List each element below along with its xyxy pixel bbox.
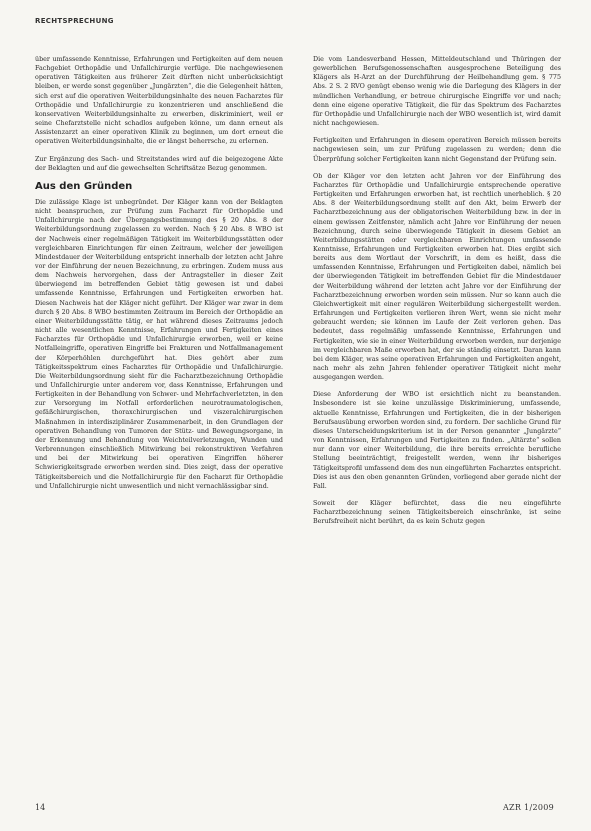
paragraph: Fertigkeiten und Erfahrungen in diesem operativen Bereich müssen bereits nachgewiesen sein, um zur Prüfung zugelassen zu werden; denn die Überprüfung solcher Fertigkeiten kann nicht Gegenstand der Prüfung sein.: [313, 137, 561, 163]
paragraph: Zur Ergänzung des Sach- und Streitstandes wird auf die beigezogene Akte der Beklagten und auf die gewechselten Schriftsätze Bezug genommen.: [35, 155, 283, 172]
paragraph: Die zulässige Klage ist unbegründet. Der Kläger kann von der Beklagten nicht beanspruchen, zur Prüfung zum Facharzt für Orthopädie und Unfallchirurgie nach der Übergangsbestimmung des § 20 Abs. 8 der Weiterbildungsordnung zugelassen zu werden. Nach § 20 Abs. 8 WBO ist der Nachweis einer regelmäßigen Tätigkeit im Weiterbildungsstätten oder vergleichbaren Einrichtungen für einen Zeitraum, welcher der jeweiligen Mindestdauer der Weiterbildung entspricht innerhalb der letzten acht Jahre vor der Einführung der neuen Bezeichnung, zu erbringen. Zudem muss aus dem Nachweis hervorgehen, dass der Antragsteller in dieser Zeit überwiegend im betreffenden Gebiet tätig gewesen ist und dabei umfassende Kenntnisse, Erfahrungen und Fertigkeiten erworben hat. Diesen Nachweis hat der Kläger nicht geführt. Der Kläger war zwar in dem durch § 20 Abs. 8 WBO bestimmten Zeitraum im Bereich der Orthopädie an einer Weiterbildungsstätte tätig, er hat während dieses Zeitraums jedoch nicht alle wesentlichen Kenntnisse, Erfahrungen und Fertigkeiten eines Facharztes für Orthopädie und Unfallchirurgie erworben, weil er keine Notfalleingriffe, operativen Eingriffe bei Frakturen und Notfallmanagement der Körperhöhlen durchgeführt hat. Dies gehört aber zum Tätigkeitsspektrum eines Facharztes für Orthopädie und Unfallchirurgie. Die Weiterbildungsordnung sieht für die Facharztbezeichnung Orthopädie und Unfallchirurgie unter anderem vor, dass Kenntnisse, Erfahrungen und Fertigkeiten in der Behandlung von Schwer- und Mehrfachverletzten, in den zur Versorgung im Notfall erforderlichen neurotraumatologischen, gefäßchirurgischen, thoraxchirurgischen und viszeralchirurgischen Maßnahmen in interdisziplinärer Zusammenarbeit, in den Grundlagen der operativen Behandlung von Tumoren der Stütz- und Bewegungsorgane, in der Erkennung und Behandlung von Weichteilverletzungen, Wunden und Verbrennungen einschließlich Mitwirkung bei rekonstruktiven Verfahren und bei der Mitwirkung bei operativen Eingriffen höherer Schwierigkeitsgrade erworben werden sind. Dies zeigt, dass der operative Tätigkeitsbereich und die Notfallchirurgie für den Facharzt für Orthopädie und Unfallchirurgie nicht unwesentlich und nicht vernachlässigbar sind.: [35, 198, 283, 490]
right-column: [313, 55, 561, 535]
paragraph: Diese Anforderung der WBO ist ersichtlich nicht zu beanstanden. Insbesondere ist sie keine unzulässige Diskriminierung, umfassende, aktuelle Kenntnisse, Erfahrungen und Fertigkeiten, die in der bisherigen Berufsausübung erworben worden sind, zu fordern. Der sachliche Grund für dieses Unterscheidungskriterium ist in der Person genannter „Jungärzte“ von Kenntnissen, Erfahrungen und Fertigkeiten zu finden. „Altärzte“ sollen nur dann vor einer Weiterbildung, die ihre bereits erreichte berufliche Stellung beeinträchtigt, freigestellt werden, wenn ihr bisheriges Tätigkeitsprofil umfassend dem des nun eingeführten Facharztes entspricht. Dies ist aus den oben genannten Gründen, vorliegend aber gerade nicht der Fall.: [313, 391, 561, 490]
paragraph: Soweit der Kläger befürchtet, dass die neu eingeführte Facharztbezeichnung seinen Tätigkeitsbereich einschränke, ist seine Berufsfreiheit nicht berührt, da es kein Schutz gegen: [313, 500, 561, 526]
running-head: RECHTSPRECHUNG: [35, 17, 114, 25]
section-heading: Aus den Gründen: [35, 180, 133, 192]
paragraph: Ob der Kläger vor den letzten acht Jahren vor der Einführung des Facharztes für Orthopädie und Unfallchirurgie entsprechende operative Fertigkeiten und Erfahrungen erworben hat, ist rechtlich unerheblich. § 20 Abs. 8 der Weiterbildungsordnung stellt auf den Akt, beim Erwerb der Facharztbezeichnung aus der obligatorischen Weiterbildung bzw. in der in einem gewissen Zeitfenster, nämlich acht Jahre vor Einführung der neuen Bezeichnung, durch seine überwiegende Tätigkeit in diesem Gebiet an Weiterbildungsstätten oder vergleichbaren Einrichtungen umfassende Kenntnisse, Erfahrungen und Fertigkeiten erworben hat. Dies ergibt sich bereits aus dem Wortlaut der Vorschrift, in dem es heißt, dass die umfassenden Kenntnisse, Erfahrungen und Fertigkeiten dabei, nämlich bei der überwiegenden Tätigkeit im betreffenden Gebiet für die Mindestdauer der Weiterbildung während der letzten acht Jahre vor der Einführung der Facharztbezeichnung erworben worden sein müssen. Nur so kann auch die Gleichwertigkeit mit einer regulären Weiterbildung sichergestellt werden. Erfahrungen und Fertigkeiten verlieren ihren Wert, wenn sie nicht mehr gebraucht werden; sie können im Laufe der Zeit verloren gehen. Das bedeutet, dass regelmäßig umfassende Kenntnisse, Erfahrungen und Fertigkeiten, wie sie in einer Weiterbildung erworben werden, nur derjenige im vergleichbaren Maße erworben hat, der sie ständig einsetzt. Daran kann bei dem Kläger, was seine operativen Erfahrungen und Fertigkeiten angeht, nach mehr als zehn Jahren fehlender operativer Tätigkeit nicht mehr ausgegangen werden.: [313, 172, 561, 382]
left-column: [35, 55, 283, 497]
paragraph: über umfassende Kenntnisse, Erfahrungen und Fertigkeiten auf dem neuen Fachgebiet Orthopädie und Unfallchirurgie verfüge. Die nachgewiesenen operativen Tätigkeiten aus früherer Zeit dürften nicht unberücksichtigt bleiben, er werde sonst gegenüber „Jungärzten“, die die Gelegenheit hätten, sich erst auf die operativen Weiterbildungsinhalte des neuen Facharztes für Orthopädie und Unfallchirurgie zu konzentrieren und anschließend die konservativen Weiterbildungsinhalte zu erwerben, diskriminiert, weil er seine Chefarztstelle nicht schadlos aufgeben könne, um dann erneut als Assistenzarzt an einer operativen Klinik zu beginnen, um dort erneut die operativen Weiterbildungsinhalte, die er längst beherrsche, zu erlernen.: [35, 56, 283, 146]
journal-reference: AZR 1/2009: [502, 803, 554, 812]
paragraph: Die vom Landesverband Hessen, Mitteldeutschland und Thüringen der gewerblichen Berufsgenossenschaften ausgesprochene Beteiligung des Klägers als H-Arzt an der Durchführung der Heilbehandlung gem. § 775 Abs. 2 S. 2 RVO genügt ebenso wenig wie die Darlegung des Klägers in der mündlichen Verhandlung, er betreue chirurgische Eingriffe vor und nach; denn eine eigene operative Tätigkeit, die für das Spektrum des Facharztes für Orthopädie und Unfallchirurgie nach der WBO wesentlich ist, wird damit nicht nachgewiesen.: [313, 56, 561, 128]
page-number: 14: [35, 803, 46, 812]
